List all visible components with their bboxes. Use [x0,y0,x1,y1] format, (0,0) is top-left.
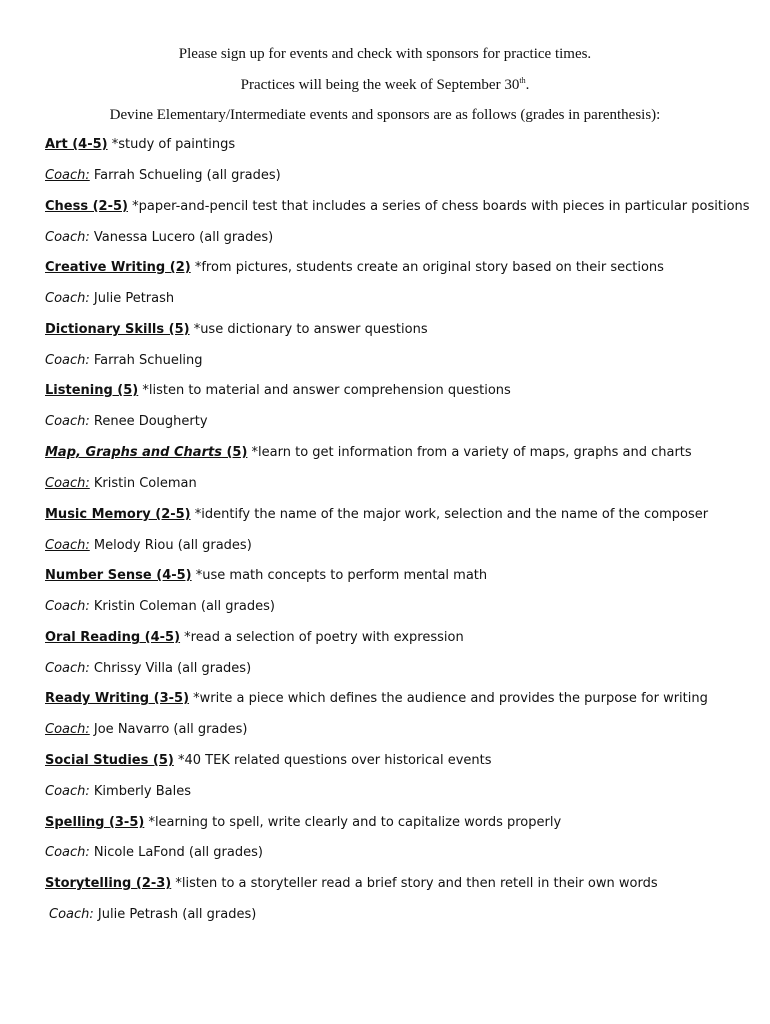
header-line-signup: Please sign up for events and check with sponsors for practice times. [178,46,592,62]
coach-name: Julie Petrash [89,291,175,306]
coach-name: Renee Dougherty [89,414,208,429]
event-line-creative-writing [45,260,750,275]
coach-name: Kimberly Bales [89,784,191,799]
coach-label: Coach: [45,353,90,368]
event-description: *listen to material and answer comprehension questions [138,383,511,398]
event-name: Social Studies (5) [45,753,174,768]
event-line-spelling [45,815,750,830]
coach-label: Coach: [45,845,90,860]
coach-label: Coach: [45,476,90,491]
practice-week-text: Practices will being the week of September 30 [240,77,520,93]
coach-label: Coach: [49,907,94,922]
header-line-practice-week [0,76,770,94]
event-description: *learning to spell, write clearly and to capitalize words properly [144,815,562,830]
event-name: Dictionary Skills (5) [45,322,190,337]
event-description: *read a selection of poetry with expression [180,630,464,645]
coach-name: Farrah Schueling [89,353,203,368]
coach-line-social-studies [45,784,750,799]
event-name: Creative Writing (2) [45,260,191,275]
coach-line-creative-writing [45,291,750,306]
event-line-art [45,137,750,152]
event-name: Number Sense (4-5) [45,568,192,583]
coach-line-oral-reading [45,661,750,676]
event-name: Storytelling (2-3) [45,876,172,891]
coach-label: Coach: [45,230,90,245]
coach-name: Kristin Coleman [89,476,197,491]
event-name: Listening (5) [45,383,139,398]
event-name: Art (4-5) [45,137,108,152]
event-line-maps-graphs-charts [45,445,750,460]
coach-line-storytelling [49,907,750,922]
event-line-ready-writing [45,691,750,706]
event-line-storytelling [45,876,750,891]
event-description: *paper-and-pencil test that includes a series of chess boards with pieces in particular positions [127,199,750,214]
event-name: Oral Reading (4-5) [45,630,181,645]
event-line-social-studies [45,753,750,768]
coach-line-number-sense [45,599,750,614]
event-name-italic: Map, Graphs and Charts [45,445,222,460]
event-line-chess [45,199,750,214]
coach-line-art [45,168,750,183]
coach-label: Coach: [45,722,90,737]
coach-label: Coach: [45,661,90,676]
event-line-number-sense [45,568,750,583]
coach-name: Julie Petrash (all grades) [93,907,257,922]
event-line-dictionary-skills [45,322,750,337]
coach-name: Kristin Coleman (all grades) [89,599,275,614]
coach-label: Coach: [45,784,90,799]
event-line-oral-reading [45,630,750,645]
event-description: *use dictionary to answer questions [189,322,428,337]
coach-label: Coach: [45,599,90,614]
coach-label: Coach: [45,291,90,306]
event-description: *use math concepts to perform mental math [191,568,488,583]
coach-line-dictionary-skills [45,353,750,368]
coach-label: Coach: [45,414,90,429]
coach-label: Coach: [45,168,90,183]
coach-name: Farrah Schueling (all grades) [89,168,281,183]
event-line-listening [45,383,750,398]
coach-line-spelling [45,845,750,860]
header-line-events-intro: Devine Elementary/Intermediate events and sponsors are as follows (grades in parenthesis): [109,107,661,123]
event-description: *learn to get information from a variety of maps, graphs and charts [247,445,692,460]
coach-line-maps-graphs-charts [45,476,750,491]
coach-line-music-memory [45,538,750,553]
practice-week-period: . [525,77,530,93]
event-name [45,445,247,460]
event-description: *identify the name of the major work, selection and the name of the composer [190,507,709,522]
coach-line-ready-writing [45,722,750,737]
event-name-grades: (5) [221,445,248,460]
coach-name: Melody Riou (all grades) [89,538,252,553]
event-description: *write a piece which defines the audience and provides the purpose for writing [189,691,708,706]
event-name: Spelling (3-5) [45,815,145,830]
event-name: Ready Writing (3-5) [45,691,190,706]
coach-name: Vanessa Lucero (all grades) [89,230,274,245]
event-name: Chess (2-5) [45,199,128,214]
event-description: *40 TEK related questions over historical events [173,753,492,768]
practice-week-ordinal: th [519,76,526,85]
event-description: *listen to a storyteller read a brief story and then retell in their own words [171,876,658,891]
coach-name: Nicole LaFond (all grades) [89,845,263,860]
event-name: Music Memory (2-5) [45,507,191,522]
coach-line-listening [45,414,750,429]
coach-line-chess [45,230,750,245]
event-description: *study of paintings [107,137,236,152]
coach-name: Joe Navarro (all grades) [89,722,248,737]
event-line-music-memory [45,507,750,522]
coach-name: Chrissy Villa (all grades) [89,661,252,676]
event-description: *from pictures, students create an original story based on their sections [190,260,664,275]
coach-label: Coach: [45,538,90,553]
